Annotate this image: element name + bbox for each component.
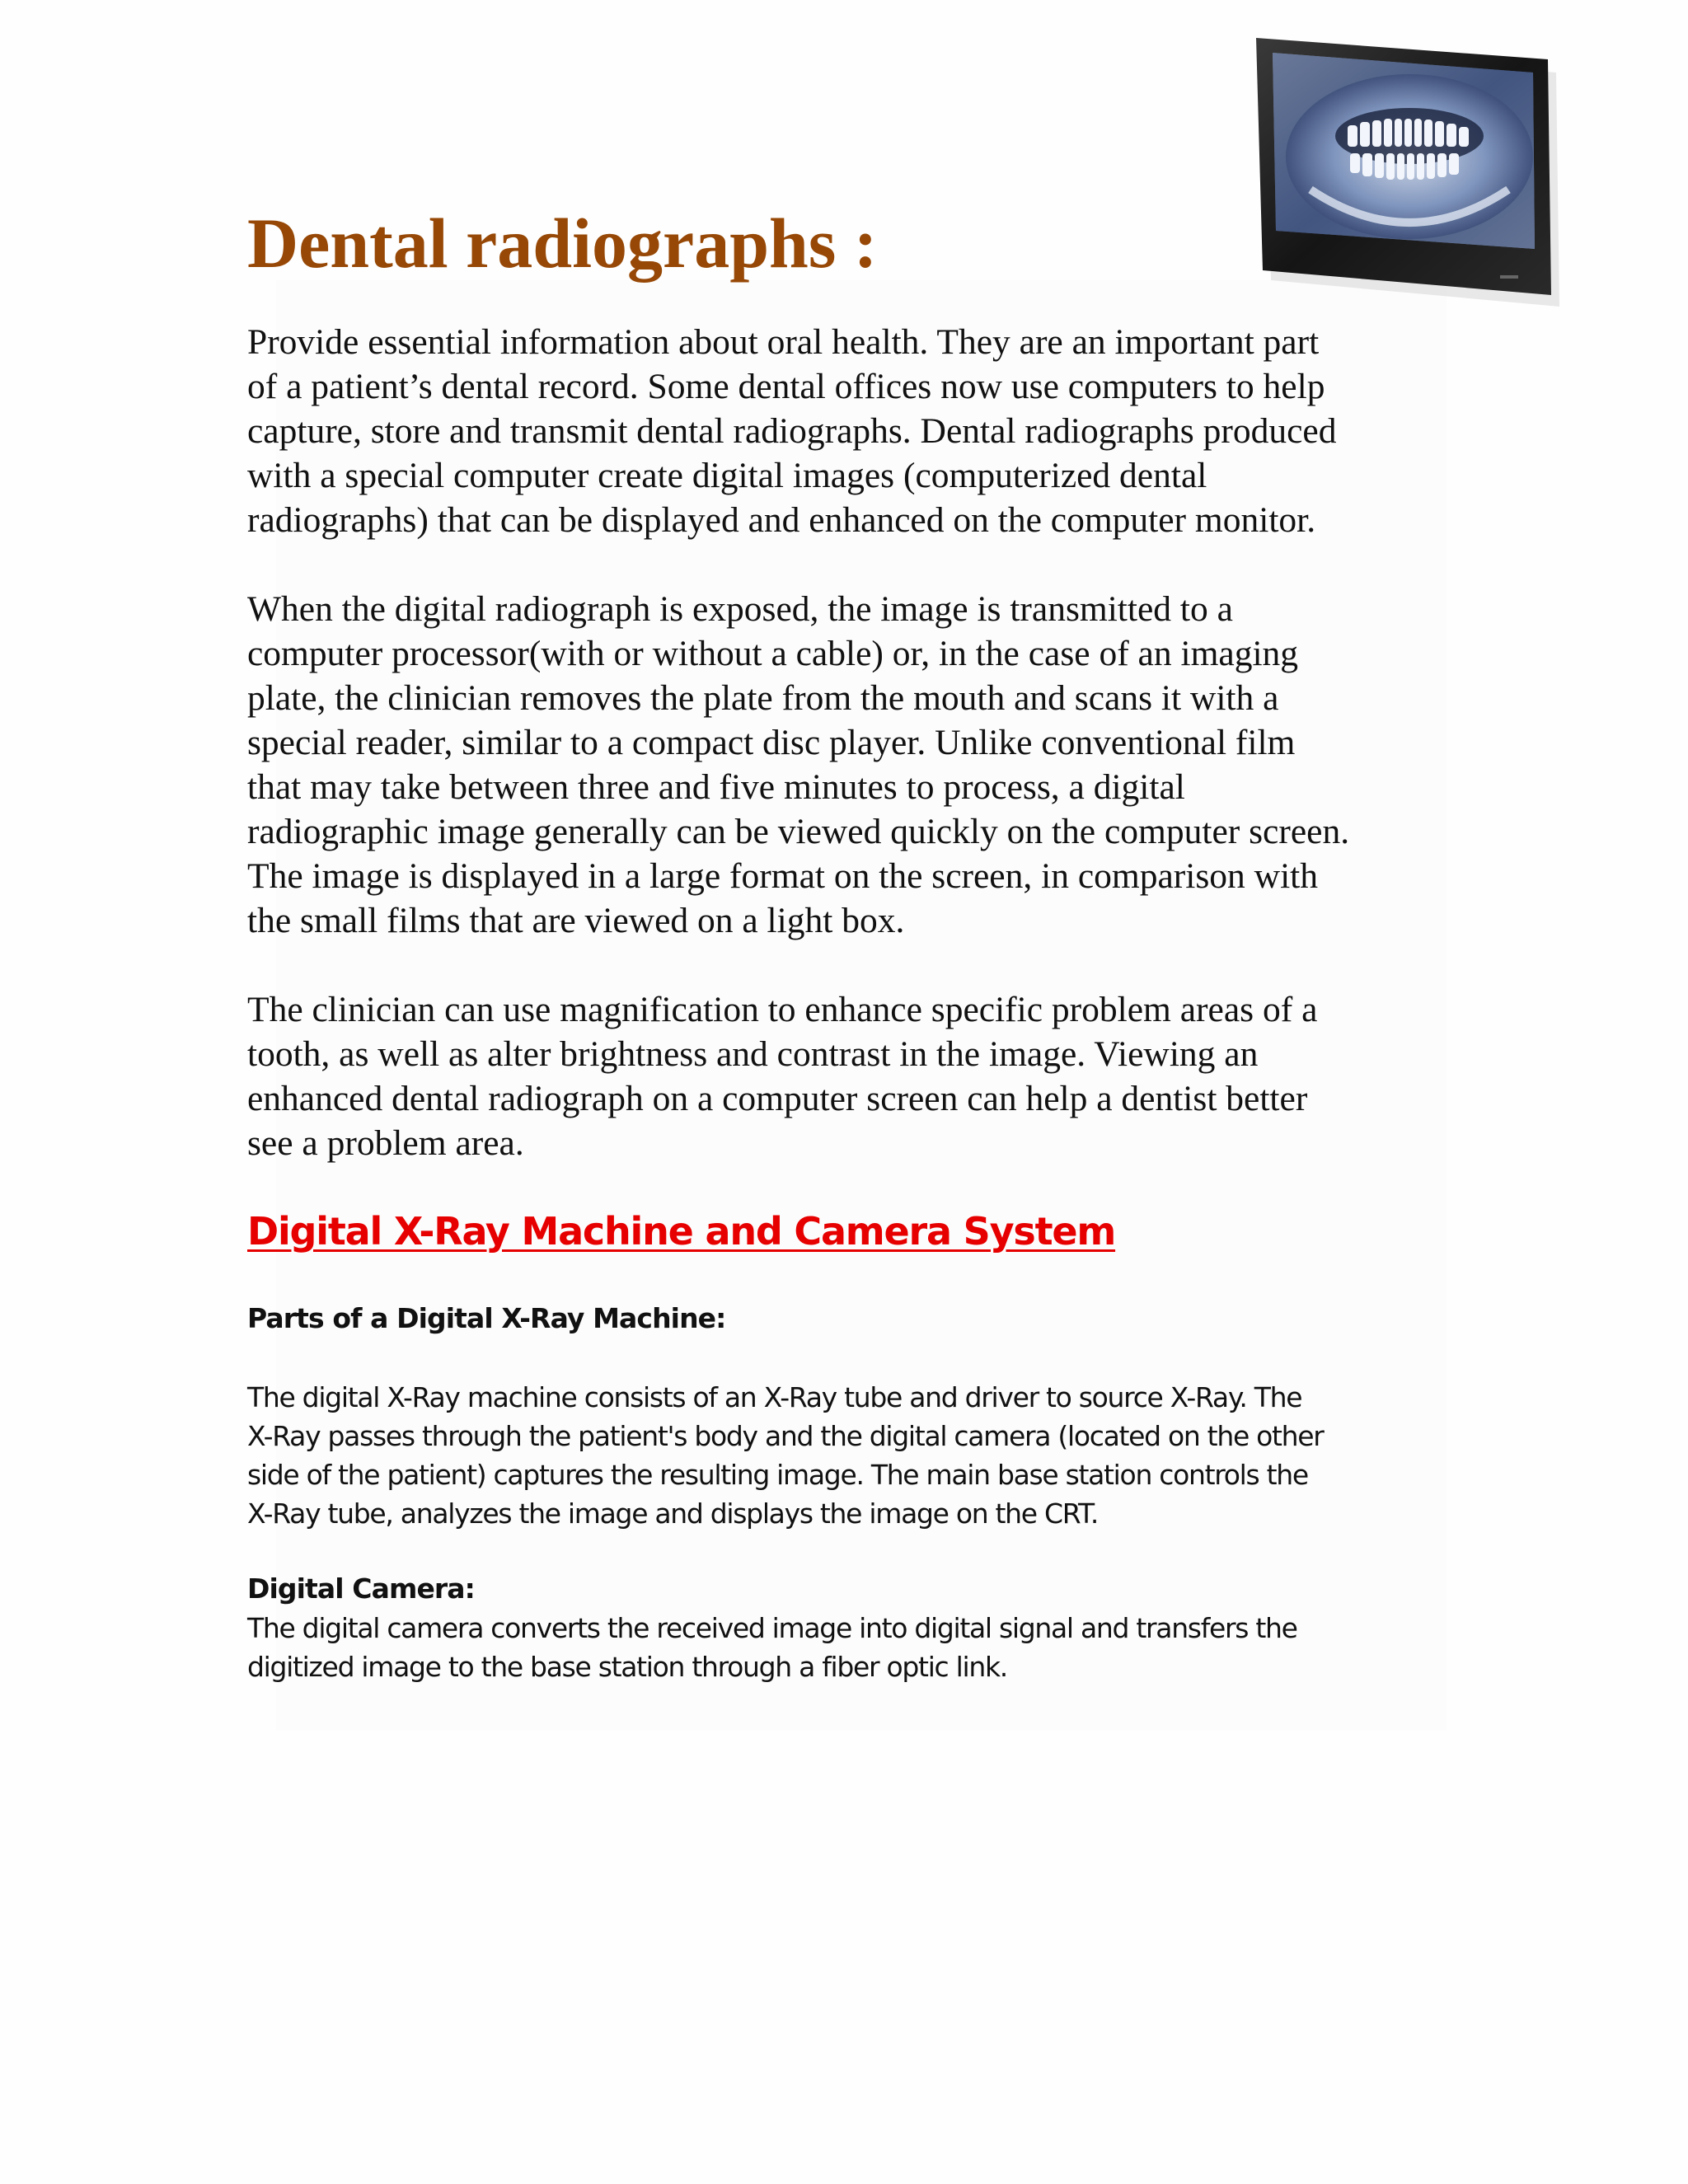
- text-line: radiographs) that can be displayed and enhanced on the computer monitor.: [247, 500, 1316, 540]
- camera-heading: Digital Camera:: [247, 1572, 475, 1605]
- text-line: computer processor(with or without a cable) or, in the case of an imaging: [247, 634, 1299, 673]
- camera-paragraph: [247, 1609, 1467, 1686]
- monitor-xray-icon: [1253, 33, 1566, 313]
- text-line: side of the patient) captures the resulting image. The main base station controls the: [247, 1459, 1308, 1491]
- text-line: X-Ray passes through the patient's body and the digital camera (located on the other: [247, 1420, 1324, 1452]
- text-line: see a problem area.: [247, 1123, 524, 1163]
- text-line: X-Ray tube, analyzes the image and displays the image on the CRT.: [247, 1497, 1099, 1530]
- text-line: of a patient’s dental record. Some dental offices now use computers to help: [247, 367, 1325, 406]
- text-line: with a special computer create digital images (computerized dental: [247, 456, 1207, 495]
- parts-heading: Parts of a Digital X-Ray Machine:: [247, 1302, 726, 1334]
- exposure-paragraph: [247, 587, 1467, 943]
- text-line: radiographic image generally can be viewed quickly on the computer screen.: [247, 812, 1350, 851]
- parts-paragraph: [247, 1378, 1467, 1533]
- text-line: plate, the clinician removes the plate from the mouth and scans it with a: [247, 678, 1279, 718]
- text-line: special reader, similar to a compact disc player. Unlike conventional film: [247, 723, 1296, 762]
- text-line: Provide essential information about oral health. They are an important part: [247, 322, 1320, 362]
- text-line: The image is displayed in a large format on the screen, in comparison with: [247, 856, 1318, 896]
- text-line: tooth, as well as alter brightness and contrast in the image. Viewing an: [247, 1034, 1259, 1074]
- intro-paragraph: [247, 320, 1467, 542]
- text-line: The digital X-Ray machine consists of an X-Ray tube and driver to source X-Ray. The: [247, 1381, 1302, 1413]
- text-line: capture, store and transmit dental radiographs. Dental radiographs produced: [247, 411, 1337, 451]
- text-line: The digital camera converts the received image into digital signal and transfers the: [247, 1612, 1297, 1644]
- magnification-paragraph: [247, 987, 1467, 1165]
- page-title: Dental radiographs :: [247, 204, 878, 283]
- text-line: digitized image to the base station through a fiber optic link.: [247, 1651, 1007, 1683]
- text-line: enhanced dental radiograph on a computer screen can help a dentist better: [247, 1079, 1308, 1118]
- text-line: that may take between three and five minutes to process, a digital: [247, 767, 1185, 807]
- text-line: The clinician can use magnification to enhance specific problem areas of a: [247, 990, 1318, 1029]
- text-line: When the digital radiograph is exposed, the image is transmitted to a: [247, 589, 1233, 629]
- text-line: the small films that are viewed on a light box.: [247, 901, 905, 940]
- section-heading: Digital X-Ray Machine and Camera System: [247, 1209, 1116, 1254]
